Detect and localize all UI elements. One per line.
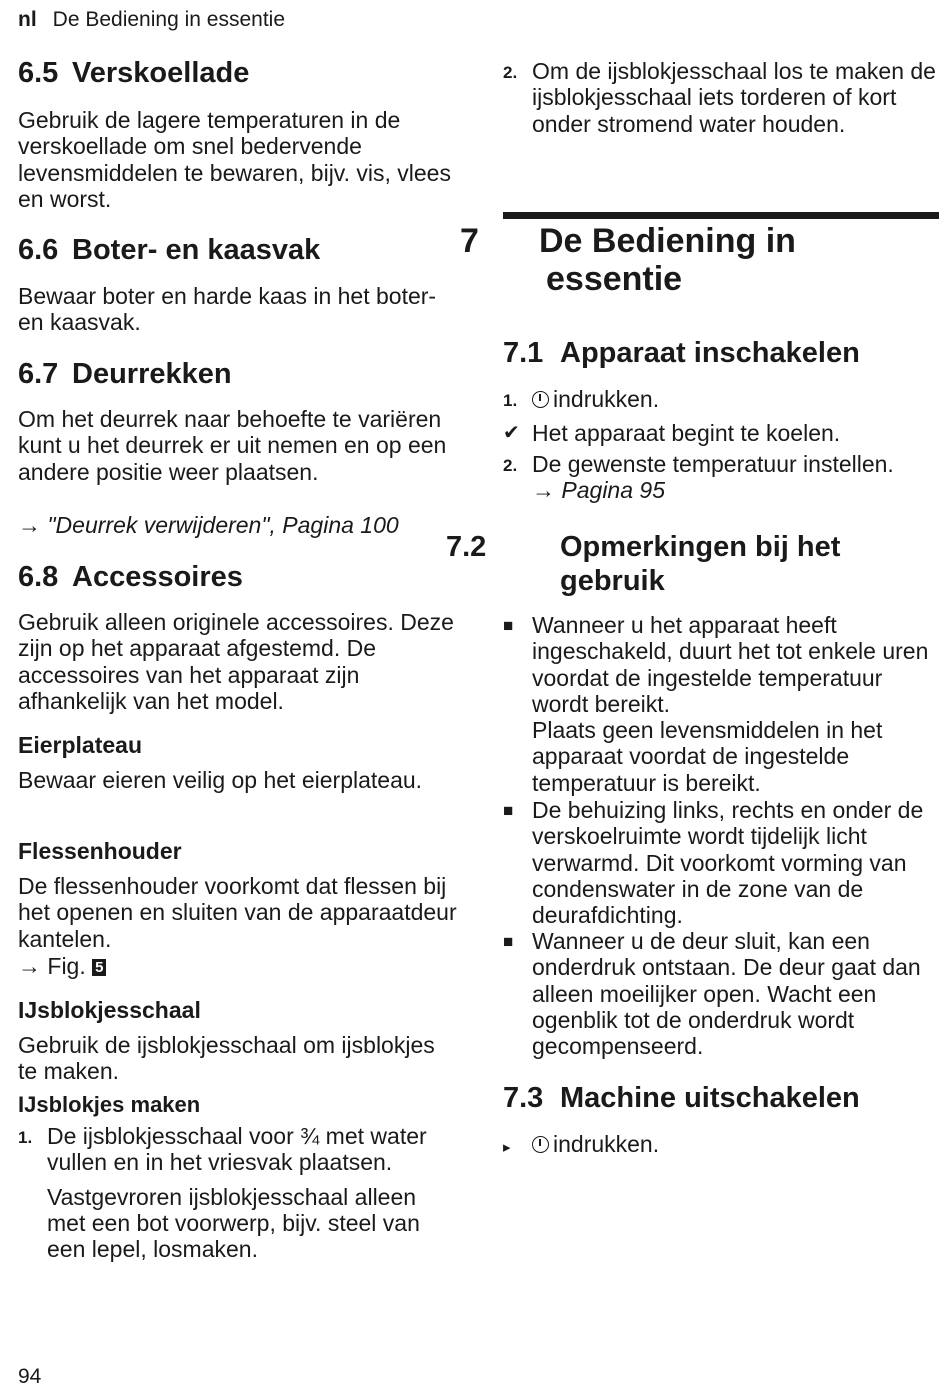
- bullet-text: Wanneer u het apparaat heeft ingeschakeld, duurt het tot enkele uren voordat de ingestelde temperatuur wordt bereikt.: [532, 612, 929, 717]
- note-bullet-3: [503, 928, 939, 1059]
- cross-reference-text: "Deurrek verwijderen", Pagina 100: [47, 512, 399, 538]
- section-6-7-body: Om het deurrek naar behoefte te variëren kunt u het deurrek er uit nemen en op een andere positie weer plaatsen.: [18, 406, 447, 485]
- bullet-text: Wanneer u de deur sluit, kan een onderdruk ontstaan. De deur gaat dan alleen moeilijker open. Wacht een ogenblik tot de onderdruk wordt gecompenseerd.: [532, 928, 921, 1060]
- bullet-text: De behuizing links, rechts en onder de verskoelruimte wordt tijdelijk licht verwarmd. Dit voorkomt vorming van condenswater in de zone van de deurafdichting.: [532, 797, 924, 929]
- section-title: Boter- en kaasvak: [72, 234, 321, 266]
- step-text: indrukken.: [553, 1131, 660, 1157]
- instruction-step-2: [503, 451, 939, 504]
- cross-reference-link[interactable]: [18, 512, 458, 538]
- section-heading: [503, 336, 939, 370]
- step-number: 1.: [503, 391, 518, 410]
- chapter-title: De Bediening in essentie: [539, 222, 796, 298]
- chapter-divider-rule: [503, 212, 939, 219]
- power-button-icon: [532, 1136, 549, 1153]
- section-heading: [18, 560, 458, 594]
- triangle-bullet-icon: ▸: [503, 1139, 511, 1156]
- section-title: Machine uitschakelen: [560, 1082, 860, 1114]
- section-6-5-body: Gebruik de lagere temperaturen in de verskoellade om snel bedervende levensmiddelen te bewaren, bijv. vis, vlees en worst.: [18, 107, 451, 212]
- section-number: 7.3: [503, 1082, 544, 1114]
- section-title: Deurrekken: [72, 358, 232, 390]
- arrow-icon: →: [18, 512, 41, 538]
- section-heading: [18, 56, 458, 90]
- instruction-step-1: [18, 1123, 458, 1262]
- section-number: 6.8: [18, 561, 59, 593]
- subheading-ijsblokjes-maken: IJsblokjes maken: [18, 1092, 201, 1117]
- figure-number-badge: 5: [92, 959, 106, 976]
- instruction-step-1: [503, 386, 939, 412]
- running-header-title: De Bediening in essentie: [52, 8, 285, 31]
- page-number: 94: [18, 1365, 42, 1388]
- bullet-square-icon: ■: [503, 801, 514, 820]
- subheading-ijsblokjesschaal: IJsblokjesschaal: [18, 997, 201, 1023]
- section-6-6: [18, 233, 458, 267]
- step-text: Om de ijsblokjesschaal los te maken de ijsblokjesschaal iets torderen of kort onder stromend water houden.: [532, 58, 936, 137]
- subheading-eierplateau: Eierplateau: [18, 732, 142, 758]
- instruction-single-step: [503, 1131, 939, 1157]
- power-button-icon: [532, 391, 549, 408]
- subheading-flessenhouder: Flessenhouder: [18, 838, 182, 864]
- section-6-8-body: Gebruik alleen originele accessoires. Deze zijn op het apparaat afgestemd. De accessoires van het apparaat zijn afhankelijk van het model.: [18, 609, 454, 714]
- instruction-result: [503, 420, 939, 446]
- cross-reference-text: Pagina 95: [561, 477, 665, 504]
- section-6-8: [18, 560, 458, 594]
- step-text: De ijsblokjesschaal voor ¾ met water vullen en in het vriesvak plaatsen.: [47, 1123, 427, 1176]
- cross-reference-link[interactable]: [532, 477, 939, 503]
- section-6-5: [18, 56, 458, 90]
- step-note: Vastgevroren ijsblokjesschaal alleen met een bot voorwerp, bijv. steel van een lepel, losmaken.: [47, 1183, 420, 1263]
- bullet-extra-text: Plaats geen levensmiddelen in het apparaat voordat de ingestelde temperatuur is bereikt.: [532, 717, 883, 796]
- section-6-7: [18, 357, 458, 391]
- section-number: 6.7: [18, 358, 59, 390]
- arrow-icon: →: [18, 953, 41, 979]
- chapter-number: 7: [460, 222, 479, 260]
- section-heading: [446, 530, 939, 598]
- instruction-step-2: [503, 58, 939, 137]
- arrow-icon: →: [532, 477, 555, 504]
- bullet-square-icon: ■: [503, 932, 514, 951]
- bullet-square-icon: ■: [503, 616, 514, 635]
- result-text: Het apparaat begint te koelen.: [532, 420, 841, 446]
- section-heading: [18, 357, 458, 391]
- step-text: indrukken.: [553, 386, 660, 412]
- ijsblokjesschaal-body: Gebruik de ijsblokjesschaal om ijsblokjes te maken.: [18, 1032, 435, 1085]
- running-header: [18, 8, 285, 32]
- figure-label: Fig.: [47, 953, 86, 979]
- section-heading: [18, 233, 458, 267]
- step-number: 2.: [503, 63, 518, 82]
- section-7-3: [503, 1081, 939, 1115]
- figure-reference-link[interactable]: [18, 953, 458, 979]
- section-number: 6.5: [18, 57, 59, 89]
- section-heading: [503, 1081, 939, 1115]
- step-text: De gewenste temperatuur instellen.: [532, 451, 894, 477]
- section-title: Apparaat inschakelen: [560, 337, 860, 369]
- step-number: 1.: [18, 1128, 33, 1147]
- checkmark-icon: ✔: [503, 422, 520, 444]
- step-number: 2.: [503, 456, 518, 475]
- section-6-6-body: Bewaar boter en harde kaas in het boter- en kaasvak.: [18, 283, 437, 336]
- section-number: 7.1: [503, 337, 544, 369]
- note-bullet-2: [503, 797, 939, 928]
- eierplateau-body: Bewaar eieren veilig op het eierplateau.: [18, 767, 423, 793]
- section-title: Verskoellade: [72, 57, 250, 89]
- language-code: nl: [18, 8, 37, 31]
- chapter-heading: [460, 222, 939, 298]
- flessenhouder-body: De flessenhouder voorkomt dat flessen bij het openen en sluiten van de apparaatdeur kantelen.: [18, 873, 457, 952]
- section-7-1: [503, 336, 939, 370]
- section-title: Accessoires: [72, 561, 243, 593]
- section-number: 6.6: [18, 234, 59, 266]
- note-bullet-1: [503, 612, 939, 796]
- section-title: Opmerkingen bij het gebruik: [560, 531, 841, 597]
- section-7-2: [446, 530, 939, 598]
- section-number: 7.2: [446, 531, 487, 563]
- chapter-7: [460, 222, 939, 298]
